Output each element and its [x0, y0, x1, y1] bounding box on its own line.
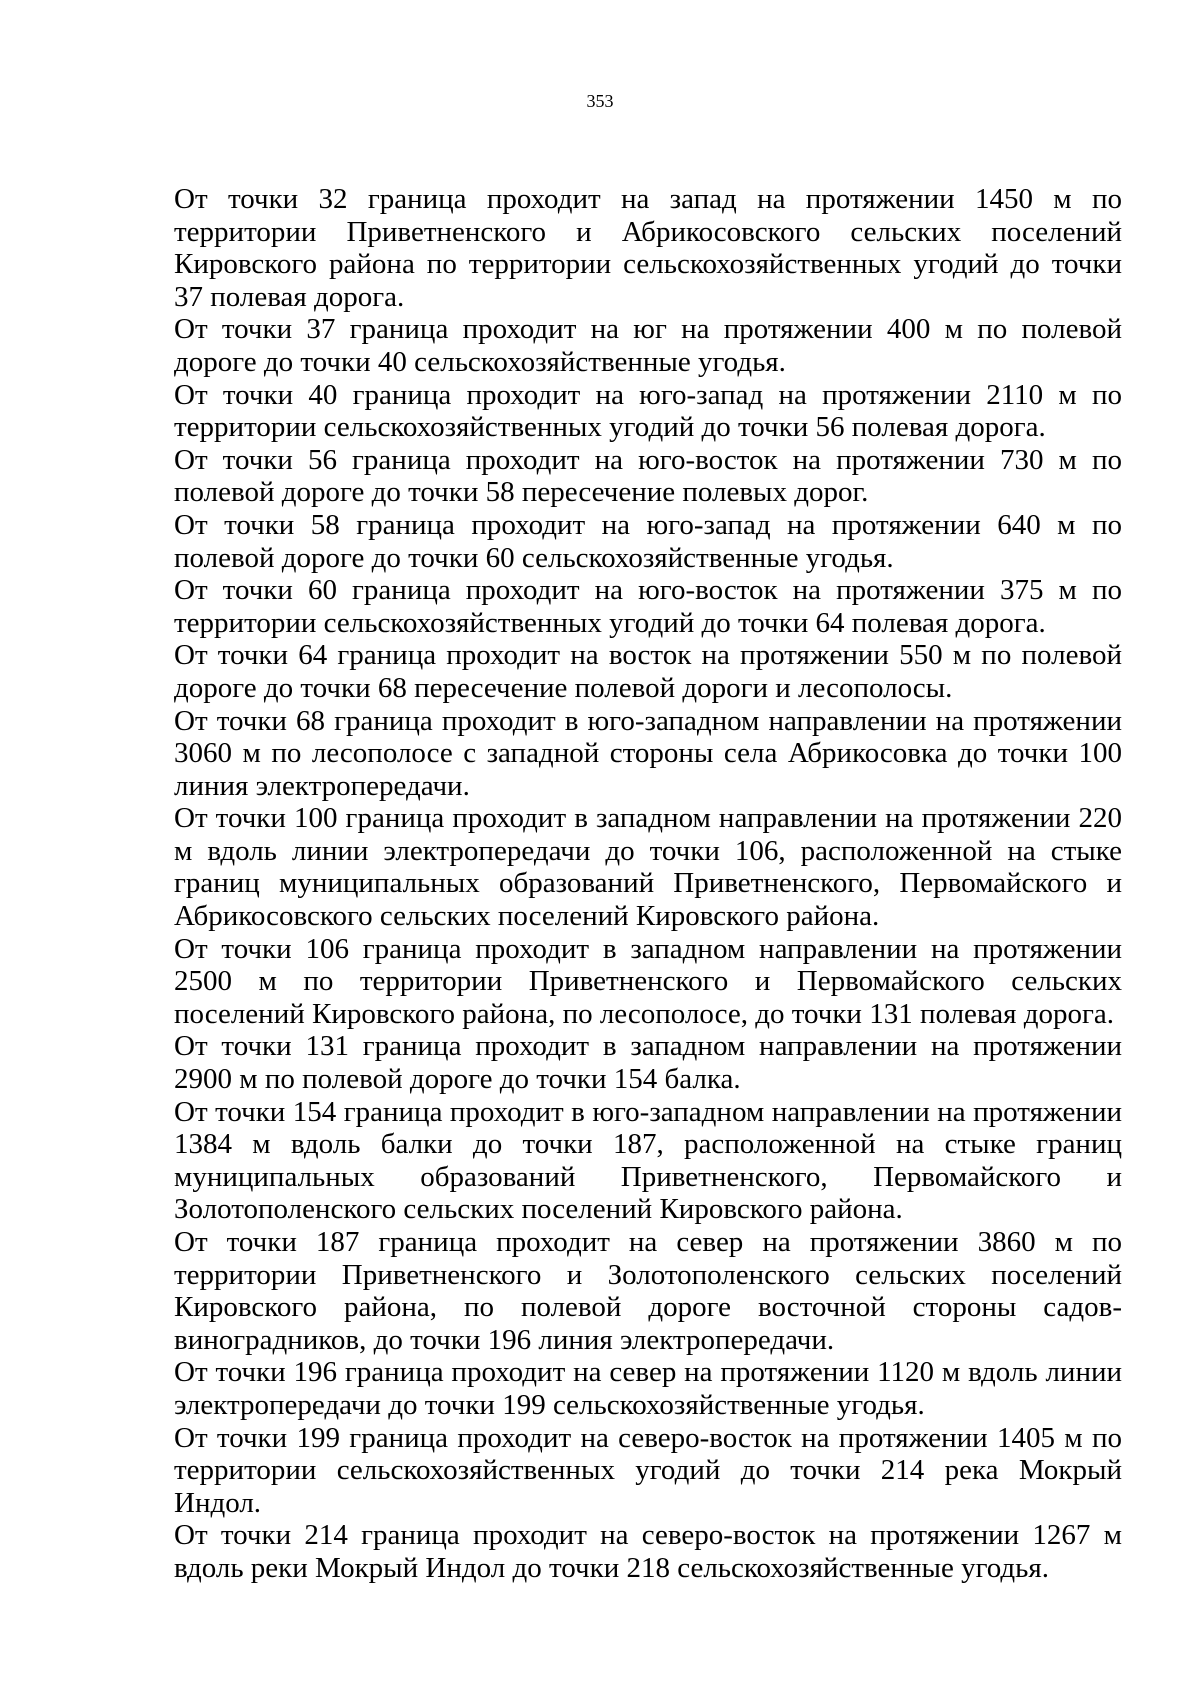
paragraph: От точки 154 граница проходит в юго-западном направлении на протяжении 1384 м вдоль балки до точки 187, расположенной на стыке границ муниципальных образований Приветненского, Первомайского и Золотополенского сельских поселений Кировского района.	[174, 1095, 1122, 1226]
paragraph: От точки 58 граница проходит на юго-запад на протяжении 640 м по полевой дороге до точки 60 сельскохозяйственные угодья.	[174, 508, 1122, 574]
paragraph: От точки 37 граница проходит на юг на протяжении 400 м по полевой дороге до точки 40 сельскохозяйственные угодья.	[174, 313, 1122, 378]
boundary-description	[174, 183, 1122, 1585]
paragraph: От точки 60 граница проходит на юго-восток на протяжении 375 м по территории сельскохозяйственных угодий до точки 64 полевая дорога.	[174, 574, 1122, 639]
paragraph: От точки 40 граница проходит на юго-запад на протяжении 2110 м по территории сельскохозяйственных угодий до точки 56 полевая дорога.	[174, 378, 1122, 444]
paragraph: От точки 214 граница проходит на северо-восток на протяжении 1267 м вдоль реки Мокрый Индол до точки 218 сельскохозяйственные угодья.	[174, 1519, 1122, 1584]
paragraph: От точки 106 граница проходит в западном направлении на протяжении 2500 м по территории Приветненского и Первомайского сельских поселений Кировского района, по лесополосе, до точки 131 полевая дорога.	[174, 932, 1122, 1030]
paragraph: От точки 64 граница проходит на восток на протяжении 550 м по полевой дороге до точки 68 пересечение полевой дороги и лесополосы.	[174, 639, 1122, 704]
paragraph: От точки 131 граница проходит в западном направлении на протяжении 2900 м по полевой дороге до точки 154 балка.	[174, 1030, 1122, 1096]
paragraph: От точки 56 граница проходит на юго-восток на протяжении 730 м по полевой дороге до точки 58 пересечение полевых дорог.	[174, 443, 1122, 509]
paragraph: От точки 196 граница проходит на север на протяжении 1120 м вдоль линии электропередачи до точки 199 сельскохозяйственные угодья.	[174, 1356, 1122, 1421]
paragraph: От точки 187 граница проходит на север на протяжении 3860 м по территории Приветненского и Золотополенского сельских поселений Кировского района, по полевой дороге восточной стороны садов-виноградников, до точки 196 линия электропередачи.	[174, 1226, 1122, 1356]
paragraph: От точки 100 граница проходит в западном направлении на протяжении 220 м вдоль линии электропередачи до точки 106, расположенной на стыке границ муниципальных образований Приветненского, Первомайского и Абрикосовского сельских поселений Кировского района.	[174, 802, 1122, 933]
paragraph: От точки 68 граница проходит в юго-западном направлении на протяжении 3060 м по лесополосе с западной стороны села Абрикосовка до точки 100 линия электропередачи.	[174, 704, 1122, 802]
paragraph: От точки 32 граница проходит на запад на протяжении 1450 м по территории Приветненского и Абрикосовского сельских поселений Кировского района по территории сельскохозяйственных угодий до точки 37 полевая дорога.	[174, 183, 1122, 313]
page-number: 353	[586, 91, 614, 111]
paragraph: От точки 199 граница проходит на северо-восток на протяжении 1405 м по территории сельскохозяйственных угодий до точки 214 река Мокрый Индол.	[174, 1421, 1122, 1519]
